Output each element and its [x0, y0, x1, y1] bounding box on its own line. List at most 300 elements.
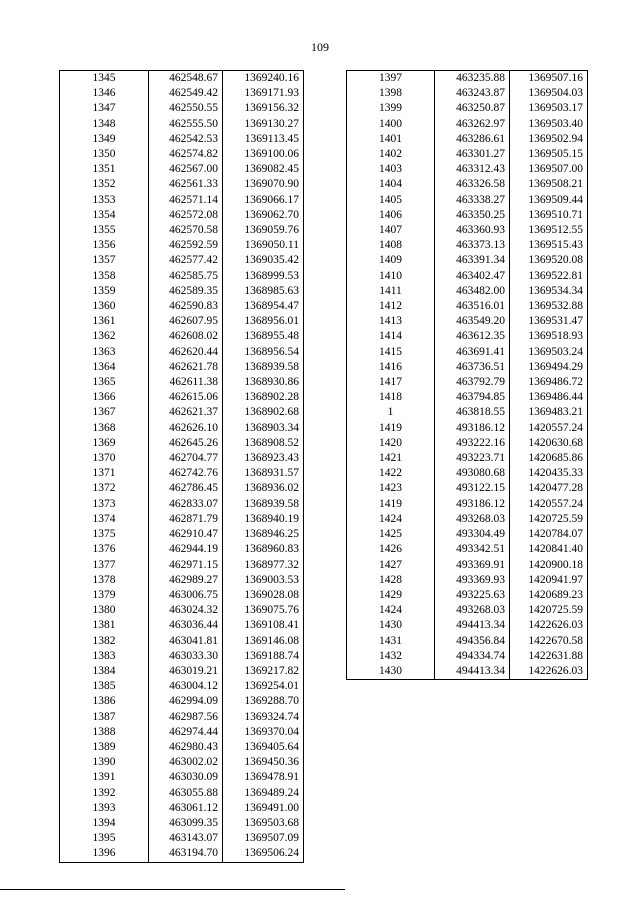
table-row	[347, 329, 588, 344]
table-row	[347, 512, 588, 527]
table-row	[347, 117, 588, 132]
x-coordinate-cell: 493304.49	[435, 527, 510, 542]
point-number-cell: 1357	[60, 253, 149, 268]
x-coordinate-cell: 462572.08	[149, 208, 223, 223]
x-coordinate-cell: 463338.27	[435, 193, 510, 208]
table-row	[347, 558, 588, 573]
y-coordinate-cell: 1369503.24	[510, 345, 588, 360]
point-number-cell: 1432	[347, 649, 435, 664]
point-number-cell: 1350	[60, 147, 149, 162]
x-coordinate-cell: 462987.56	[149, 710, 223, 725]
table-row	[347, 542, 588, 557]
table-row	[347, 193, 588, 208]
table-row	[60, 421, 304, 436]
x-coordinate-cell: 463792.79	[435, 375, 510, 390]
x-coordinate-cell: 463312.43	[435, 162, 510, 177]
point-number-cell: 1384	[60, 664, 149, 679]
x-coordinate-cell: 463549.20	[435, 314, 510, 329]
table-row	[347, 664, 588, 680]
y-coordinate-cell: 1369100.06	[223, 147, 304, 162]
y-coordinate-cell: 1420477.28	[510, 481, 588, 496]
point-number-cell: 1416	[347, 360, 435, 375]
y-coordinate-cell: 1368902.28	[223, 390, 304, 405]
y-coordinate-cell: 1369003.53	[223, 573, 304, 588]
y-coordinate-cell: 1368903.34	[223, 421, 304, 436]
point-number-cell: 1386	[60, 694, 149, 709]
table-row	[347, 466, 588, 481]
table-row	[60, 71, 304, 87]
point-number-cell: 1390	[60, 755, 149, 770]
point-number-cell: 1364	[60, 360, 149, 375]
table-row	[347, 223, 588, 238]
point-number-cell: 1412	[347, 299, 435, 314]
point-number-cell: 1371	[60, 466, 149, 481]
point-number-cell: 1425	[347, 527, 435, 542]
point-number-cell: 1376	[60, 542, 149, 557]
x-coordinate-cell: 462971.15	[149, 558, 223, 573]
y-coordinate-cell: 1369507.16	[510, 71, 588, 87]
point-number-cell: 1374	[60, 512, 149, 527]
point-number-cell: 1409	[347, 253, 435, 268]
y-coordinate-cell: 1369507.00	[510, 162, 588, 177]
y-coordinate-cell: 1369050.11	[223, 238, 304, 253]
y-coordinate-cell: 1369494.29	[510, 360, 588, 375]
y-coordinate-cell: 1369509.44	[510, 193, 588, 208]
y-coordinate-cell: 1369515.43	[510, 238, 588, 253]
y-coordinate-cell: 1369483.21	[510, 405, 588, 420]
y-coordinate-cell: 1420557.24	[510, 421, 588, 436]
point-number-cell: 1379	[60, 588, 149, 603]
y-coordinate-cell: 1369082.45	[223, 162, 304, 177]
y-coordinate-cell: 1368977.32	[223, 558, 304, 573]
point-number-cell: 1377	[60, 558, 149, 573]
x-coordinate-cell: 462555.50	[149, 117, 223, 132]
y-coordinate-cell: 1369146.08	[223, 634, 304, 649]
point-number-cell: 1375	[60, 527, 149, 542]
table-row	[347, 299, 588, 314]
point-number-cell: 1345	[60, 71, 149, 87]
point-number-cell: 1360	[60, 299, 149, 314]
table-row	[60, 770, 304, 785]
x-coordinate-cell: 493222.16	[435, 436, 510, 451]
x-coordinate-cell: 463019.21	[149, 664, 223, 679]
point-number-cell: 1399	[347, 101, 435, 116]
table-row	[347, 603, 588, 618]
point-number-cell: 1428	[347, 573, 435, 588]
table-row	[60, 694, 304, 709]
x-coordinate-cell: 462944.19	[149, 542, 223, 557]
x-coordinate-cell: 463350.25	[435, 208, 510, 223]
x-coordinate-cell: 462592.59	[149, 238, 223, 253]
x-coordinate-cell: 463041.81	[149, 634, 223, 649]
x-coordinate-cell: 493342.51	[435, 542, 510, 557]
y-coordinate-cell: 1368930.86	[223, 375, 304, 390]
x-coordinate-cell: 462621.37	[149, 405, 223, 420]
y-coordinate-cell: 1368936.02	[223, 481, 304, 496]
x-coordinate-cell: 463099.35	[149, 816, 223, 831]
y-coordinate-cell: 1368956.54	[223, 345, 304, 360]
x-coordinate-cell: 494413.34	[435, 618, 510, 633]
x-coordinate-cell: 463360.93	[435, 223, 510, 238]
table-row	[60, 390, 304, 405]
x-coordinate-cell: 463482.00	[435, 284, 510, 299]
point-number-cell: 1358	[60, 269, 149, 284]
table-row	[60, 481, 304, 496]
x-coordinate-cell: 462620.44	[149, 345, 223, 360]
x-coordinate-cell: 494356.84	[435, 634, 510, 649]
table-row	[60, 177, 304, 192]
point-number-cell: 1391	[60, 770, 149, 785]
table-row	[60, 816, 304, 831]
table-row	[60, 132, 304, 147]
x-coordinate-cell: 462615.06	[149, 390, 223, 405]
table-row	[60, 755, 304, 770]
y-coordinate-cell: 1369512.55	[510, 223, 588, 238]
y-coordinate-cell: 1369489.24	[223, 786, 304, 801]
y-coordinate-cell: 1369532.88	[510, 299, 588, 314]
y-coordinate-cell: 1369254.01	[223, 679, 304, 694]
y-coordinate-cell: 1369288.70	[223, 694, 304, 709]
point-number-cell: 1414	[347, 329, 435, 344]
y-coordinate-cell: 1369035.42	[223, 253, 304, 268]
table-row	[60, 527, 304, 542]
table-row	[347, 177, 588, 192]
table-row	[60, 147, 304, 162]
point-number-cell: 1394	[60, 816, 149, 831]
point-number-cell: 1389	[60, 740, 149, 755]
y-coordinate-cell: 1420689.23	[510, 588, 588, 603]
y-coordinate-cell: 1369217.82	[223, 664, 304, 679]
point-number-cell: 1407	[347, 223, 435, 238]
x-coordinate-cell: 462704.77	[149, 451, 223, 466]
table-row	[60, 801, 304, 816]
x-coordinate-cell: 462574.82	[149, 147, 223, 162]
table-row	[347, 421, 588, 436]
x-coordinate-cell: 462577.42	[149, 253, 223, 268]
y-coordinate-cell: 1369070.90	[223, 177, 304, 192]
table-row	[60, 466, 304, 481]
y-coordinate-cell: 1369534.34	[510, 284, 588, 299]
table-row	[60, 786, 304, 801]
x-coordinate-cell: 462550.55	[149, 101, 223, 116]
x-coordinate-cell: 493369.91	[435, 558, 510, 573]
point-number-cell: 1363	[60, 345, 149, 360]
y-coordinate-cell: 1369188.74	[223, 649, 304, 664]
table-row	[60, 710, 304, 725]
table-row	[60, 299, 304, 314]
x-coordinate-cell: 462590.83	[149, 299, 223, 314]
table-row	[347, 436, 588, 451]
point-number-cell: 1372	[60, 481, 149, 496]
point-number-cell: 1385	[60, 679, 149, 694]
table-row	[60, 223, 304, 238]
table-row	[60, 238, 304, 253]
point-number-cell: 1383	[60, 649, 149, 664]
point-number-cell: 1393	[60, 801, 149, 816]
y-coordinate-cell: 1369156.32	[223, 101, 304, 116]
y-coordinate-cell: 1368902.68	[223, 405, 304, 420]
point-number-cell: 1351	[60, 162, 149, 177]
y-coordinate-cell: 1369486.72	[510, 375, 588, 390]
y-coordinate-cell: 1420557.24	[510, 497, 588, 512]
point-number-cell: 1346	[60, 86, 149, 101]
x-coordinate-cell: 462645.26	[149, 436, 223, 451]
point-number-cell: 1392	[60, 786, 149, 801]
point-number-cell: 1396	[60, 846, 149, 862]
point-number-cell: 1430	[347, 618, 435, 633]
x-coordinate-cell: 462626.10	[149, 421, 223, 436]
table-row	[347, 86, 588, 101]
point-number-cell: 1348	[60, 117, 149, 132]
point-number-cell: 1419	[347, 421, 435, 436]
table-row	[347, 405, 588, 420]
y-coordinate-cell: 1369508.21	[510, 177, 588, 192]
y-coordinate-cell: 1368955.48	[223, 329, 304, 344]
x-coordinate-cell: 462621.78	[149, 360, 223, 375]
table-row	[347, 375, 588, 390]
table-row	[60, 558, 304, 573]
point-number-cell: 1354	[60, 208, 149, 223]
table-row	[60, 634, 304, 649]
x-coordinate-cell: 462561.33	[149, 177, 223, 192]
x-coordinate-cell: 462994.09	[149, 694, 223, 709]
footer-rule	[0, 889, 345, 890]
coordinate-table-right	[346, 70, 588, 680]
point-number-cell: 1426	[347, 542, 435, 557]
x-coordinate-cell: 462589.35	[149, 284, 223, 299]
table-row	[60, 284, 304, 299]
table-row	[347, 481, 588, 496]
point-number-cell: 1429	[347, 588, 435, 603]
point-number-cell: 1415	[347, 345, 435, 360]
x-coordinate-cell: 462570.58	[149, 223, 223, 238]
y-coordinate-cell: 1422631.88	[510, 649, 588, 664]
table-row	[60, 588, 304, 603]
y-coordinate-cell: 1369450.36	[223, 755, 304, 770]
x-coordinate-cell: 463301.27	[435, 147, 510, 162]
x-coordinate-cell: 493186.12	[435, 421, 510, 436]
x-coordinate-cell: 463373.13	[435, 238, 510, 253]
x-coordinate-cell: 463612.35	[435, 329, 510, 344]
y-coordinate-cell: 1368939.58	[223, 497, 304, 512]
point-number-cell: 1373	[60, 497, 149, 512]
table-row	[60, 679, 304, 694]
table-row	[60, 86, 304, 101]
y-coordinate-cell: 1420435.33	[510, 466, 588, 481]
point-number-cell: 1406	[347, 208, 435, 223]
point-number-cell: 1424	[347, 512, 435, 527]
point-number-cell: 1424	[347, 603, 435, 618]
point-number-cell: 1408	[347, 238, 435, 253]
table-row	[347, 390, 588, 405]
x-coordinate-cell: 462548.67	[149, 71, 223, 87]
table-row	[347, 588, 588, 603]
table-row	[60, 451, 304, 466]
point-number-cell: 1404	[347, 177, 435, 192]
x-coordinate-cell: 463036.44	[149, 618, 223, 633]
x-coordinate-cell: 462786.45	[149, 481, 223, 496]
x-coordinate-cell: 462607.95	[149, 314, 223, 329]
y-coordinate-cell: 1422626.03	[510, 618, 588, 633]
x-coordinate-cell: 463030.09	[149, 770, 223, 785]
table-row	[60, 542, 304, 557]
table-row	[60, 162, 304, 177]
y-coordinate-cell: 1368946.25	[223, 527, 304, 542]
y-coordinate-cell: 1422670.58	[510, 634, 588, 649]
point-number-cell: 1362	[60, 329, 149, 344]
y-coordinate-cell: 1368908.52	[223, 436, 304, 451]
x-coordinate-cell: 463794.85	[435, 390, 510, 405]
point-number-cell: 1387	[60, 710, 149, 725]
y-coordinate-cell: 1369507.09	[223, 831, 304, 846]
table-row	[347, 101, 588, 116]
x-coordinate-cell: 493225.63	[435, 588, 510, 603]
table-row	[60, 436, 304, 451]
y-coordinate-cell: 1420630.68	[510, 436, 588, 451]
point-number-cell: 1420	[347, 436, 435, 451]
point-number-cell: 1427	[347, 558, 435, 573]
table-row	[347, 269, 588, 284]
y-coordinate-cell: 1420725.59	[510, 512, 588, 527]
point-number-cell: 1367	[60, 405, 149, 420]
x-coordinate-cell: 462567.00	[149, 162, 223, 177]
x-coordinate-cell: 462871.79	[149, 512, 223, 527]
x-coordinate-cell: 462549.42	[149, 86, 223, 101]
y-coordinate-cell: 1369505.15	[510, 147, 588, 162]
y-coordinate-cell: 1369075.76	[223, 603, 304, 618]
table-row	[347, 634, 588, 649]
table-row	[60, 512, 304, 527]
y-coordinate-cell: 1420685.86	[510, 451, 588, 466]
point-number-cell: 1405	[347, 193, 435, 208]
point-number-cell: 1419	[347, 497, 435, 512]
coordinate-table-left	[59, 70, 304, 863]
table-row	[60, 269, 304, 284]
x-coordinate-cell: 463055.88	[149, 786, 223, 801]
y-coordinate-cell: 1369503.17	[510, 101, 588, 116]
table-row	[60, 846, 304, 862]
y-coordinate-cell: 1369113.45	[223, 132, 304, 147]
point-number-cell: 1417	[347, 375, 435, 390]
point-number-cell: 1365	[60, 375, 149, 390]
point-number-cell: 1397	[347, 71, 435, 87]
point-number-cell: 1361	[60, 314, 149, 329]
table-row	[347, 253, 588, 268]
table-row	[60, 314, 304, 329]
y-coordinate-cell: 1369370.04	[223, 725, 304, 740]
point-number-cell: 1355	[60, 223, 149, 238]
point-number-cell: 1366	[60, 390, 149, 405]
point-number-cell: 1398	[347, 86, 435, 101]
x-coordinate-cell: 462608.02	[149, 329, 223, 344]
point-number-cell: 1388	[60, 725, 149, 740]
y-coordinate-cell: 1369506.24	[223, 846, 304, 862]
y-coordinate-cell: 1368923.43	[223, 451, 304, 466]
y-coordinate-cell: 1420841.40	[510, 542, 588, 557]
y-coordinate-cell: 1420900.18	[510, 558, 588, 573]
point-number-cell: 1431	[347, 634, 435, 649]
y-coordinate-cell: 1368960.83	[223, 542, 304, 557]
point-number-cell: 1430	[347, 664, 435, 680]
table-row	[60, 618, 304, 633]
x-coordinate-cell: 493268.03	[435, 603, 510, 618]
table-row	[347, 527, 588, 542]
point-number-cell: 1400	[347, 117, 435, 132]
x-coordinate-cell: 494334.74	[435, 649, 510, 664]
point-number-cell: 1378	[60, 573, 149, 588]
y-coordinate-cell: 1369171.93	[223, 86, 304, 101]
point-number-cell: 1381	[60, 618, 149, 633]
y-coordinate-cell: 1420725.59	[510, 603, 588, 618]
table-row	[60, 360, 304, 375]
point-number-cell: 1	[347, 405, 435, 420]
x-coordinate-cell: 463250.87	[435, 101, 510, 116]
x-coordinate-cell: 463326.58	[435, 177, 510, 192]
x-coordinate-cell: 462611.38	[149, 375, 223, 390]
x-coordinate-cell: 462585.75	[149, 269, 223, 284]
table-row	[347, 132, 588, 147]
point-number-cell: 1353	[60, 193, 149, 208]
y-coordinate-cell: 1369405.64	[223, 740, 304, 755]
x-coordinate-cell: 463033.30	[149, 649, 223, 664]
point-number-cell: 1359	[60, 284, 149, 299]
point-number-cell: 1382	[60, 634, 149, 649]
table-row	[60, 193, 304, 208]
x-coordinate-cell: 462974.44	[149, 725, 223, 740]
point-number-cell: 1368	[60, 421, 149, 436]
table-row	[347, 618, 588, 633]
table-row	[60, 208, 304, 223]
x-coordinate-cell: 493122.15	[435, 481, 510, 496]
x-coordinate-cell: 462833.07	[149, 497, 223, 512]
point-number-cell: 1369	[60, 436, 149, 451]
point-number-cell: 1403	[347, 162, 435, 177]
x-coordinate-cell: 463243.87	[435, 86, 510, 101]
x-coordinate-cell: 462989.27	[149, 573, 223, 588]
table-row	[60, 375, 304, 390]
y-coordinate-cell: 1369503.40	[510, 117, 588, 132]
y-coordinate-cell: 1369240.16	[223, 71, 304, 87]
x-coordinate-cell: 463516.01	[435, 299, 510, 314]
x-coordinate-cell: 493186.12	[435, 497, 510, 512]
point-number-cell: 1380	[60, 603, 149, 618]
x-coordinate-cell: 463736.51	[435, 360, 510, 375]
y-coordinate-cell: 1369066.17	[223, 193, 304, 208]
x-coordinate-cell: 493369.93	[435, 573, 510, 588]
x-coordinate-cell: 463262.97	[435, 117, 510, 132]
table-row	[347, 649, 588, 664]
y-coordinate-cell: 1368985.63	[223, 284, 304, 299]
table-row	[60, 117, 304, 132]
y-coordinate-cell: 1368999.53	[223, 269, 304, 284]
y-coordinate-cell: 1368956.01	[223, 314, 304, 329]
table-row	[60, 253, 304, 268]
table-row	[347, 360, 588, 375]
x-coordinate-cell: 493268.03	[435, 512, 510, 527]
y-coordinate-cell: 1368931.57	[223, 466, 304, 481]
x-coordinate-cell: 463194.70	[149, 846, 223, 862]
table-row	[347, 147, 588, 162]
y-coordinate-cell: 1369062.70	[223, 208, 304, 223]
point-number-cell: 1347	[60, 101, 149, 116]
table-row	[60, 329, 304, 344]
y-coordinate-cell: 1369130.27	[223, 117, 304, 132]
x-coordinate-cell: 462742.76	[149, 466, 223, 481]
y-coordinate-cell: 1369059.76	[223, 223, 304, 238]
table-row	[60, 649, 304, 664]
x-coordinate-cell: 463818.55	[435, 405, 510, 420]
table-row	[347, 345, 588, 360]
